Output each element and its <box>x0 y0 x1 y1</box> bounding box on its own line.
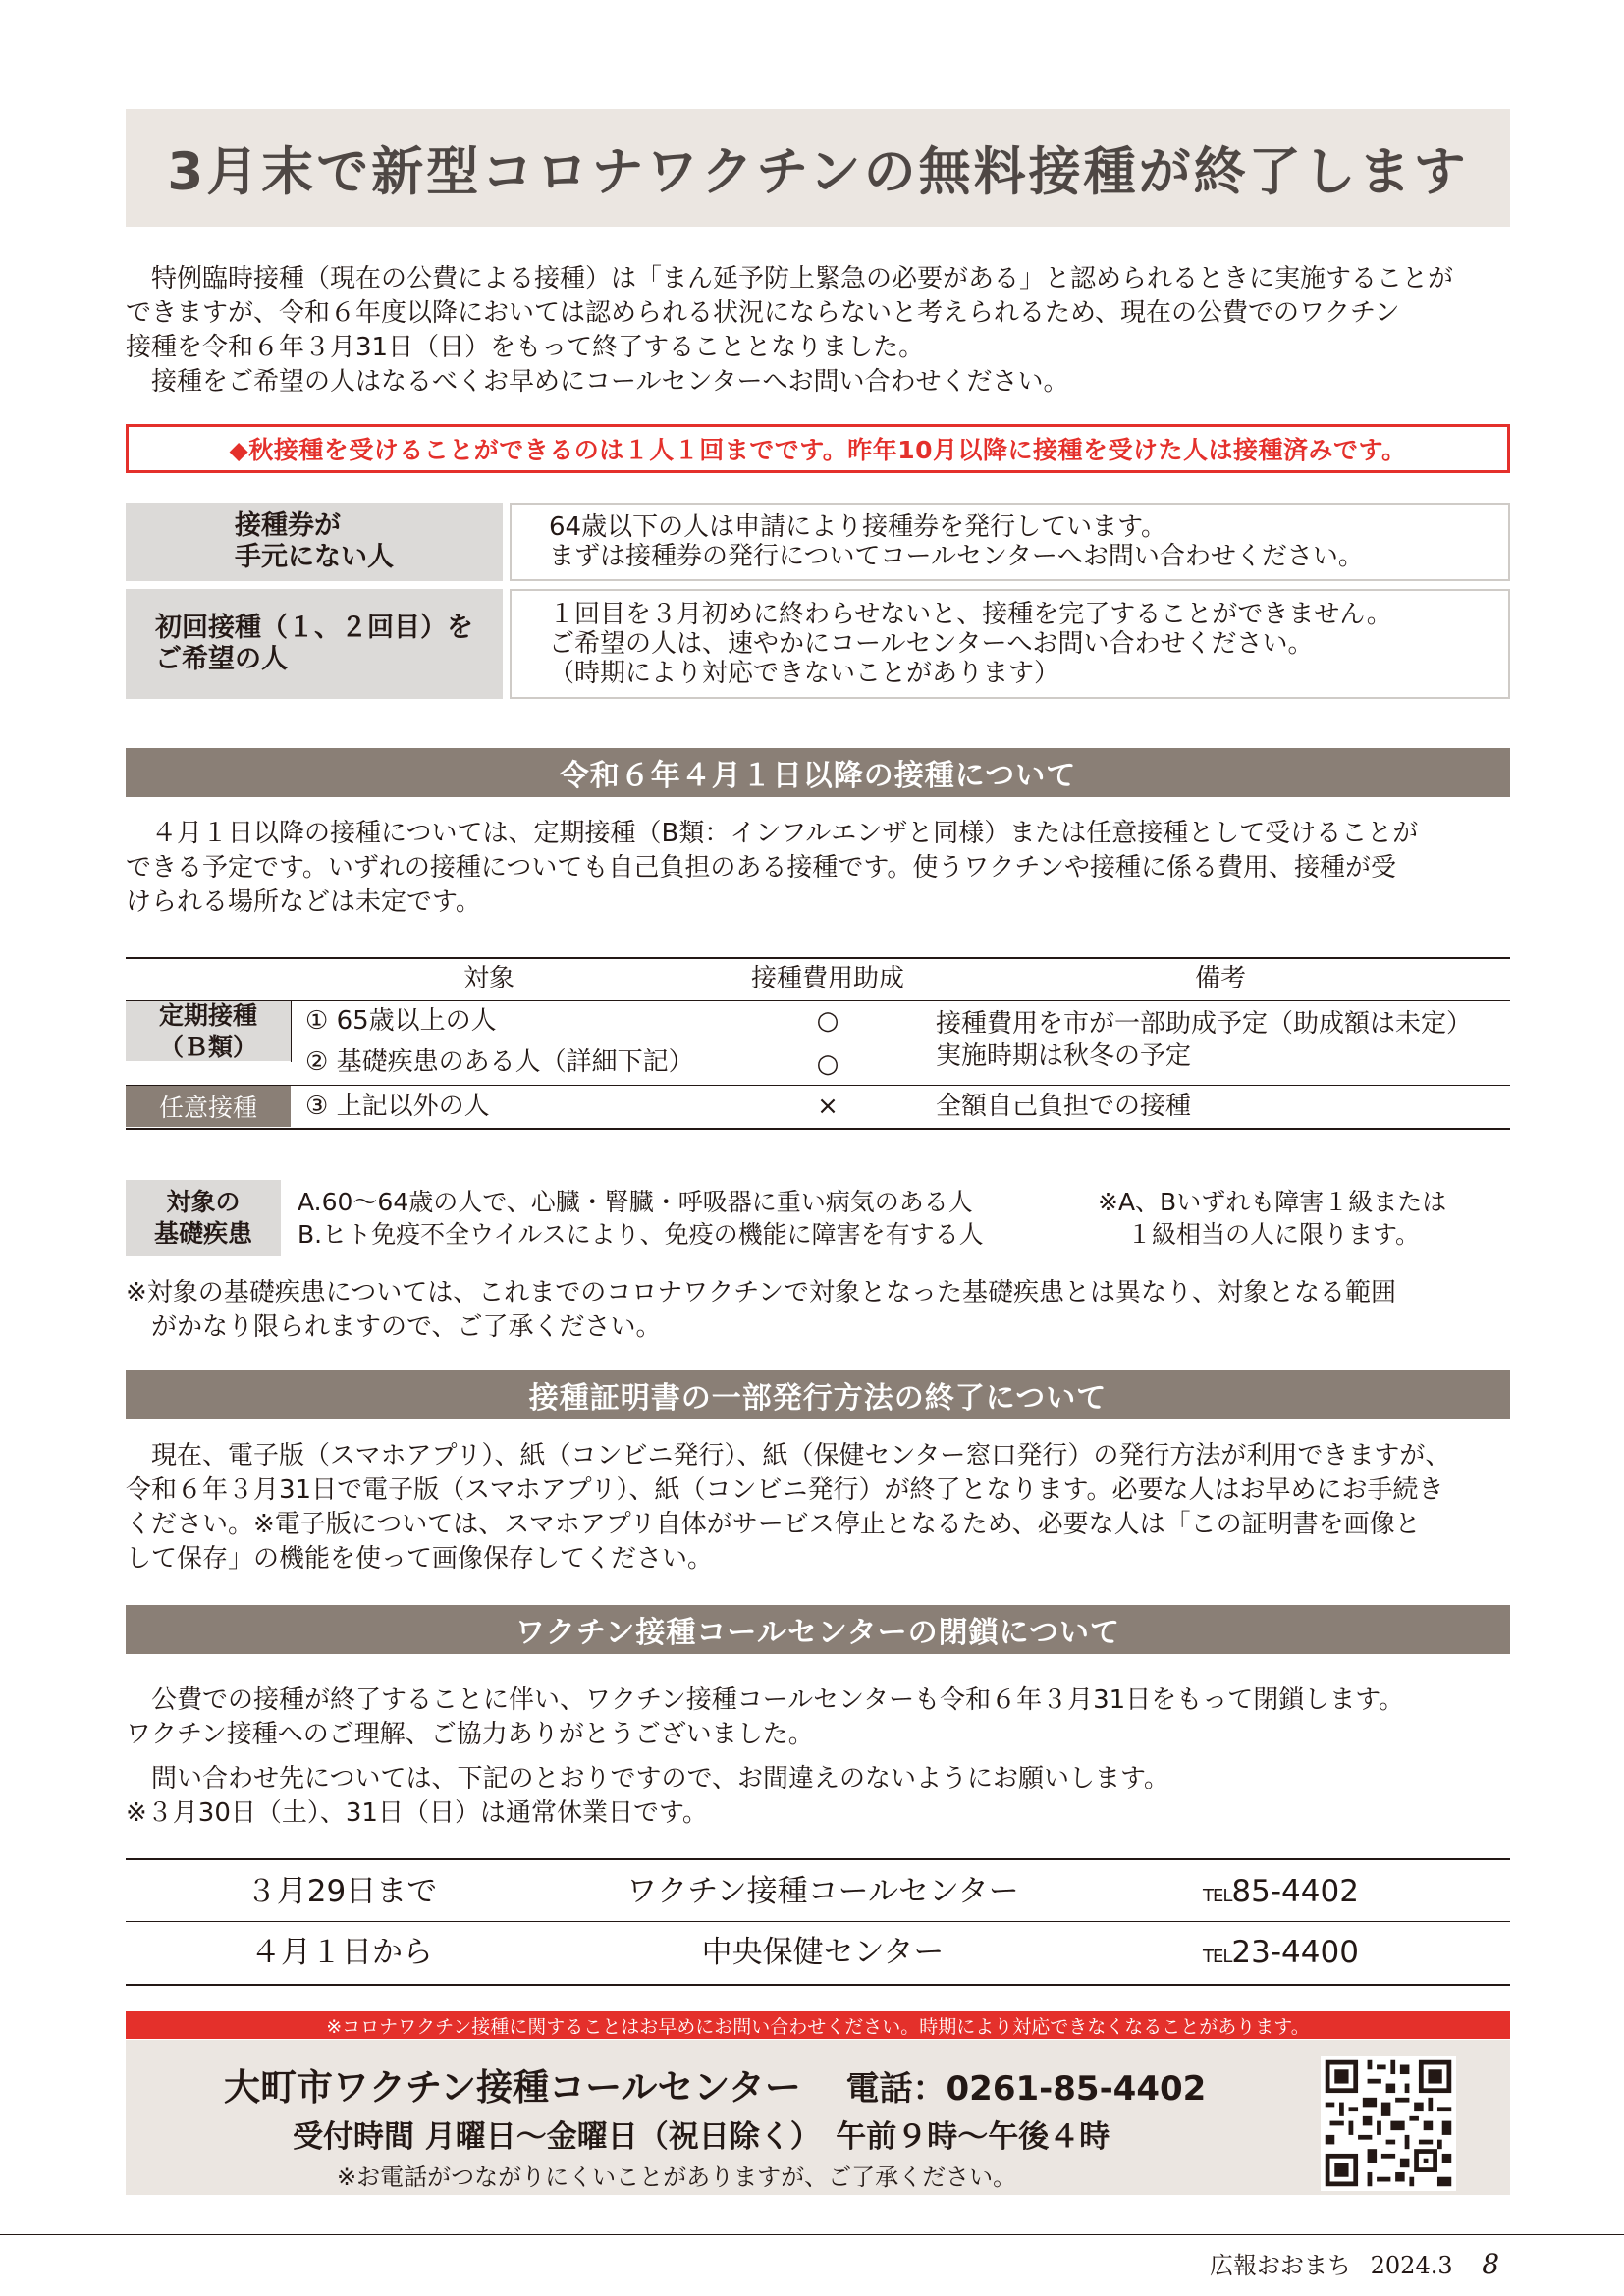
info-table <box>126 503 1510 699</box>
info-body <box>510 589 1510 699</box>
qr-code-icon <box>1321 2056 1456 2191</box>
info-head-line: 手元にない人 <box>235 542 394 572</box>
contact-table <box>126 1858 1510 1986</box>
qr-code-graphic <box>1321 2056 1456 2191</box>
table-rule <box>126 1000 1510 1001</box>
disease-note-line: １級相当の人に限ります。 <box>1127 1220 1421 1249</box>
notice-banner <box>126 424 1510 473</box>
notice-text: ◆秋接種を受けることができるのは１人１回までです。昨年10月以降に接種を受けた人は接種済みです。 <box>229 436 1407 464</box>
info-body-line: １回目を３月初めに終わらせないと、接種を完了することができません。 <box>549 600 1392 629</box>
paragraph-line: できる予定です。いずれの接種についても自己負担のある接種です。使うワクチンや接種に係る費用、接種が受 <box>126 853 1397 882</box>
column-header-remarks: 備考 <box>1194 964 1246 993</box>
paragraph-line: 公費での接種が終了することに伴い、ワクチン接種コールセンターも令和６年３月31日をもって閉鎖します。 <box>151 1685 1405 1715</box>
intro-line: 接種をご希望の人はなるべくお早めにコールセンターへお問い合わせください。 <box>151 367 1069 397</box>
contact-name: ワクチン接種コールセンター <box>626 1874 1019 1909</box>
info-head <box>126 503 503 581</box>
section-heading <box>126 1370 1510 1419</box>
section-heading-text: ワクチン接種コールセンターの閉鎖について <box>514 1616 1121 1650</box>
table-cell-target: ③ 上記以外の人 <box>305 1092 490 1121</box>
info-head-line: ご希望の人 <box>155 644 288 674</box>
disease-footnote <box>126 1276 1520 1345</box>
info-body-line: ご希望の人は、速やかにコールセンターへお問い合わせください。 <box>549 629 1314 659</box>
info-head-line: 初回接種（１、２回目）を <box>155 613 473 643</box>
intro-line: 接種を令和６年３月31日（日）をもって終了することとなりました。 <box>126 333 925 362</box>
paragraph-line: ワクチン接種へのご理解、ご協力ありがとうございました。 <box>126 1720 814 1749</box>
intro-line: できますが、令和６年度以降においては認められる状況にならないと考えられるため、現在の公費でのワクチン <box>126 298 1400 328</box>
teiki-remarks <box>936 1008 1472 1073</box>
info-head-line: 接種券が <box>235 510 341 541</box>
page-footer <box>1210 2246 1499 2280</box>
footer-note: ※お電話がつながりにくいことがありますが、ご了承ください。 <box>337 2163 1017 2191</box>
paragraph-line: ください。※電子版については、スマホアプリ自体がサービス停止となるため、必要な人は「この証明書を画像と <box>126 1510 1421 1539</box>
disease-note-line: ※A、Bいずれも障害１級または <box>1098 1188 1447 1216</box>
section2-paragraph <box>126 1439 1520 1576</box>
page-number: 8 <box>1482 2248 1500 2280</box>
disease-label <box>126 1180 281 1256</box>
vaccination-table <box>126 957 1510 1130</box>
page-footer-rule <box>0 2234 1624 2235</box>
page-title-box <box>126 109 1510 227</box>
teiki-label-cell <box>126 1001 291 1061</box>
table-cell-target: ① 65歳以上の人 <box>305 1006 497 1036</box>
footer-center-name: 大町市ワクチン接種コールセンター <box>224 2066 801 2109</box>
table-cell-subsidy: ○ <box>816 1049 839 1079</box>
disease-note <box>1098 1186 1446 1251</box>
info-body-line: （時期により対応できないことがあります） <box>549 659 1060 688</box>
paragraph-line: して保存」の機能を使って画像保存してください。 <box>126 1544 714 1574</box>
info-body-line: 64歳以下の人は申請により接種券を発行しています。 <box>549 512 1167 542</box>
paragraph-line: 令和６年３月31日で電子版（スマホアプリ）、紙（コンビニ発行）が終了となります。必要な人はお早めにお手続き <box>126 1475 1444 1505</box>
contact-tel <box>1203 1872 1359 1916</box>
disease-label-line: 対象の <box>166 1188 241 1216</box>
table-rule <box>126 1858 1510 1860</box>
section3-paragraph <box>126 1762 1520 1831</box>
contact-name: 中央保健センター <box>701 1935 945 1970</box>
contact-period: ３月29日まで <box>245 1874 438 1909</box>
section3-paragraph <box>126 1683 1520 1752</box>
tel-number: 23-4400 <box>1231 1935 1359 1970</box>
publication-name: 広報おおまち <box>1210 2252 1351 2279</box>
info-head <box>126 589 503 699</box>
footer-alert-bar <box>126 2011 1510 2039</box>
info-row <box>126 589 1510 699</box>
disease-label-line: 基礎疾患 <box>153 1219 252 1248</box>
section-heading-text: 令和６年４月１日以降の接種について <box>559 759 1077 793</box>
disease-list <box>298 1186 984 1251</box>
info-body-line: まずは接種券の発行についてコールセンターへお問い合わせください。 <box>549 542 1364 571</box>
table-rule <box>126 1984 1510 1986</box>
tel-prefix: TEL <box>1203 1947 1232 1967</box>
paragraph-line: けられる場所などは未定です。 <box>126 887 481 917</box>
table-cell-target: ② 基礎疾患のある人（詳細下記） <box>305 1047 694 1077</box>
tel-number: 85-4402 <box>1231 1874 1359 1909</box>
section1-paragraph <box>126 817 1520 920</box>
table-rule <box>126 1921 1510 1922</box>
column-header-target: 対象 <box>462 964 514 993</box>
paragraph-line: 問い合わせ先については、下記のとおりですので、お間違えのないようにお願いします。 <box>151 1764 1169 1793</box>
teiki-label-line: 定期接種 <box>158 1000 257 1030</box>
section-heading <box>126 1605 1510 1654</box>
footer-contact-box <box>126 2040 1510 2195</box>
section-heading-text: 接種証明書の一部発行方法の終了について <box>528 1381 1108 1415</box>
section-heading <box>126 748 1510 797</box>
intro-line: 特例臨時接種（現在の公費による接種）は「まん延予防上緊急の必要がある」と認められるときに実施することが <box>151 264 1454 294</box>
disease-item: B.ヒト免疫不全ウイルスにより、免疫の機能に障害を有する人 <box>298 1220 984 1249</box>
table-cell-remarks: 全額自己負担での接種 <box>936 1092 1192 1121</box>
remarks-line: 実施時期は秋冬の予定 <box>936 1041 1192 1071</box>
footnote-line: がかなり限られますので、ご了承ください。 <box>151 1312 662 1342</box>
table-rule <box>126 957 1510 959</box>
disease-item: A.60～64歳の人で、心臓・腎臓・呼吸器に重い病気のある人 <box>298 1188 973 1216</box>
paragraph-line: ※３月30日（土）、31日（日）は通常休業日です。 <box>126 1798 708 1828</box>
table-rule <box>126 1128 1510 1130</box>
intro-paragraph <box>126 262 1520 400</box>
info-body <box>510 503 1510 581</box>
table-cell-subsidy: × <box>817 1092 839 1121</box>
paragraph-line: ４月１日以降の接種については、定期接種（B類：インフルエンザと同様）または任意接種として受けることが <box>151 819 1419 848</box>
tel-prefix: TEL <box>1203 1886 1232 1906</box>
table-rule <box>126 1085 1510 1086</box>
footer-phone: 電話：0261-85-4402 <box>845 2069 1207 2109</box>
table-cell-subsidy: ○ <box>816 1006 839 1036</box>
info-row <box>126 503 1510 581</box>
contact-period: ４月１日から <box>250 1935 433 1970</box>
contact-tel <box>1203 1933 1359 1977</box>
table-rule <box>291 1001 292 1062</box>
footer-hours: 受付時間 月曜日～金曜日（祝日除く） 午前９時～午後４時 <box>293 2119 1110 2155</box>
nini-label-cell: 任意接種 <box>126 1086 291 1127</box>
footer-center-line <box>224 2057 1206 2110</box>
footnote-line: ※対象の基礎疾患については、これまでのコロナワクチンで対象となった基礎疾患とは異なり、対象となる範囲 <box>126 1278 1396 1308</box>
remarks-line: 接種費用を市が一部助成予定（助成額は未定） <box>936 1009 1473 1039</box>
footer-alert-text: ※コロナワクチン接種に関することはお早めにお問い合わせください。時期により対応できなくなることがあります。 <box>326 2015 1310 2038</box>
teiki-label-line: （Ｂ類） <box>158 1032 257 1061</box>
paragraph-line: 現在、電子版（スマホアプリ）、紙（コンビニ発行）、紙（保健センター窓口発行）の発行方法が利用できますが、 <box>151 1441 1451 1470</box>
page-title: 3月末で新型コロナワクチンの無料接種が終了します <box>167 142 1469 202</box>
publication-issue: 2024.3 <box>1370 2252 1453 2279</box>
column-header-subsidy: 接種費用助成 <box>750 964 904 993</box>
